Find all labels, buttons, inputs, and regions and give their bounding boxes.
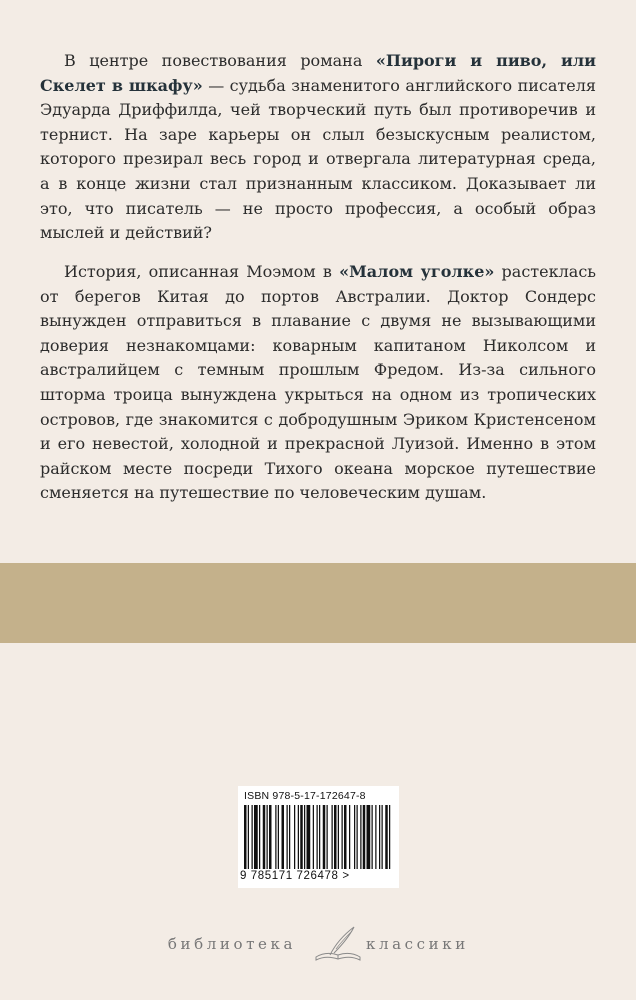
- paragraph-2-intro: История, описанная Моэмом в: [64, 262, 340, 281]
- book-title-1: «Пироги и пиво, или Скелет в шкафу»: [40, 51, 597, 95]
- decorative-band: [0, 563, 636, 643]
- barcode-digits: 9 785171 726478 >: [240, 870, 350, 882]
- quill-book-icon: [308, 925, 368, 965]
- paragraph-2-body: растеклась от берегов Китая до портов Австралии. Доктор Сондерс вынужден отправиться в плавание с двумя не вызывающими доверия незнакомцами: коварным капитаном Николсом и австралийцем с темным прошлым Фредом. Из-за сильного шторма троица вынуждена укрыться на одном из тропических островов, где знакомится с добродушным Эриком Кристенсеном и его невестой, холодной и прекрасной Луизой. Именно в этом райском месте посреди Тихого океана морское путешествие сменяется на путешествие по человеческим душам.: [40, 262, 596, 503]
- paragraph-1-body: — судьба знаменитого английского писателя Эдуарда Дриффилда, чей творческий путь был противоречив и тернист. На заре карьеры он слыл безыскусным реалистом, которого презирал весь город и отвергала литературная среда, а в конце жизни стал признанным классиком. Доказывает ли это, что писатель — не просто профессия, а особый образ мыслей и действий?: [40, 75, 597, 243]
- description-paragraph-1: [40, 49, 596, 246]
- isbn-label: ISBN 978-5-17-172647-8: [244, 790, 366, 802]
- isbn-barcode: [238, 786, 399, 888]
- series-logo: [0, 925, 636, 965]
- series-name-left: библиотека: [167, 935, 296, 953]
- paragraph-1-intro: В центре повествования романа: [64, 51, 376, 70]
- barcode-bars: [244, 805, 394, 869]
- description-paragraph-2: [40, 260, 596, 506]
- book-title-2: «Малом уголке»: [339, 262, 495, 281]
- series-name-right: классики: [366, 935, 469, 953]
